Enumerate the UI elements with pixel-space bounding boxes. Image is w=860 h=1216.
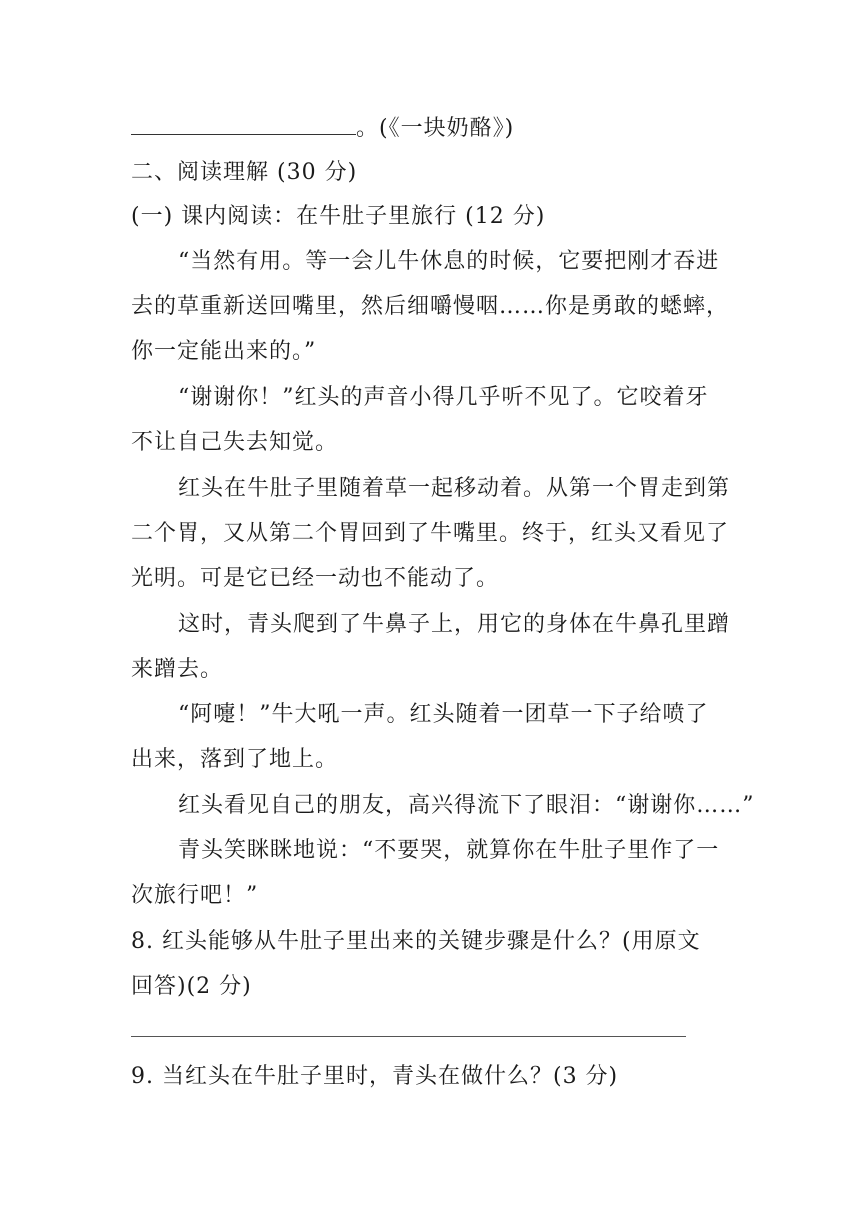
subsection-heading: (一) 课内阅读：在牛肚子里旅行 (12 分) xyxy=(131,204,546,229)
passage-line: 这时，青头爬到了牛鼻子上，用它的身体在牛鼻孔里蹭 xyxy=(178,612,731,637)
section-heading: 二、阅读理解 (30 分) xyxy=(131,160,358,185)
passage-line: 不让自己失去知觉。 xyxy=(131,430,339,455)
passage-line: 次旅行吧！” xyxy=(131,883,259,908)
passage-line: 你一定能出来的。” xyxy=(131,339,317,364)
question-9: 9. 当红头在牛肚子里时，青头在做什么？(3 分) xyxy=(131,1064,619,1089)
passage-line: “阿嚏！”牛大吼一声。红头随着一团草一下子给喷了 xyxy=(178,702,709,727)
passage-line: 出来，落到了地上。 xyxy=(131,747,339,772)
previous-answer-line xyxy=(131,114,731,144)
passage-line: 青头笑眯眯地说：“不要哭，就算你在牛肚子里作了一 xyxy=(178,838,720,863)
question-8-continued: 回答)(2 分) xyxy=(131,974,252,999)
passage-line: 红头看见自己的朋友，高兴得流下了眼泪：“谢谢你……” xyxy=(178,793,755,818)
fill-in-blank[interactable] xyxy=(131,114,356,135)
passage-line: 光明。可是它已经一动也不能动了。 xyxy=(131,566,500,591)
passage-line: 来蹭去。 xyxy=(131,657,224,682)
question-8: 8. 红头能够从牛肚子里出来的关键步骤是什么？(用原文 xyxy=(131,929,701,954)
answer-line-q8[interactable] xyxy=(131,1036,686,1037)
passage-line: 去的草重新送回嘴里，然后细嚼慢咽……你是勇敢的蟋蟀， xyxy=(131,294,730,319)
passage-line: 红头在牛肚子里随着草一起移动着。从第一个胃走到第 xyxy=(178,476,731,501)
passage-line: “当然有用。等一会儿牛休息的时候，它要把刚才吞进 xyxy=(178,249,720,274)
passage-line: “谢谢你！”红头的声音小得几乎听不见了。它咬着牙 xyxy=(178,385,709,410)
passage-line: 二个胃，又从第二个胃回到了牛嘴里。终于，红头又看见了 xyxy=(131,521,730,546)
source-citation: 。(《一块奶酪》) xyxy=(356,116,515,141)
